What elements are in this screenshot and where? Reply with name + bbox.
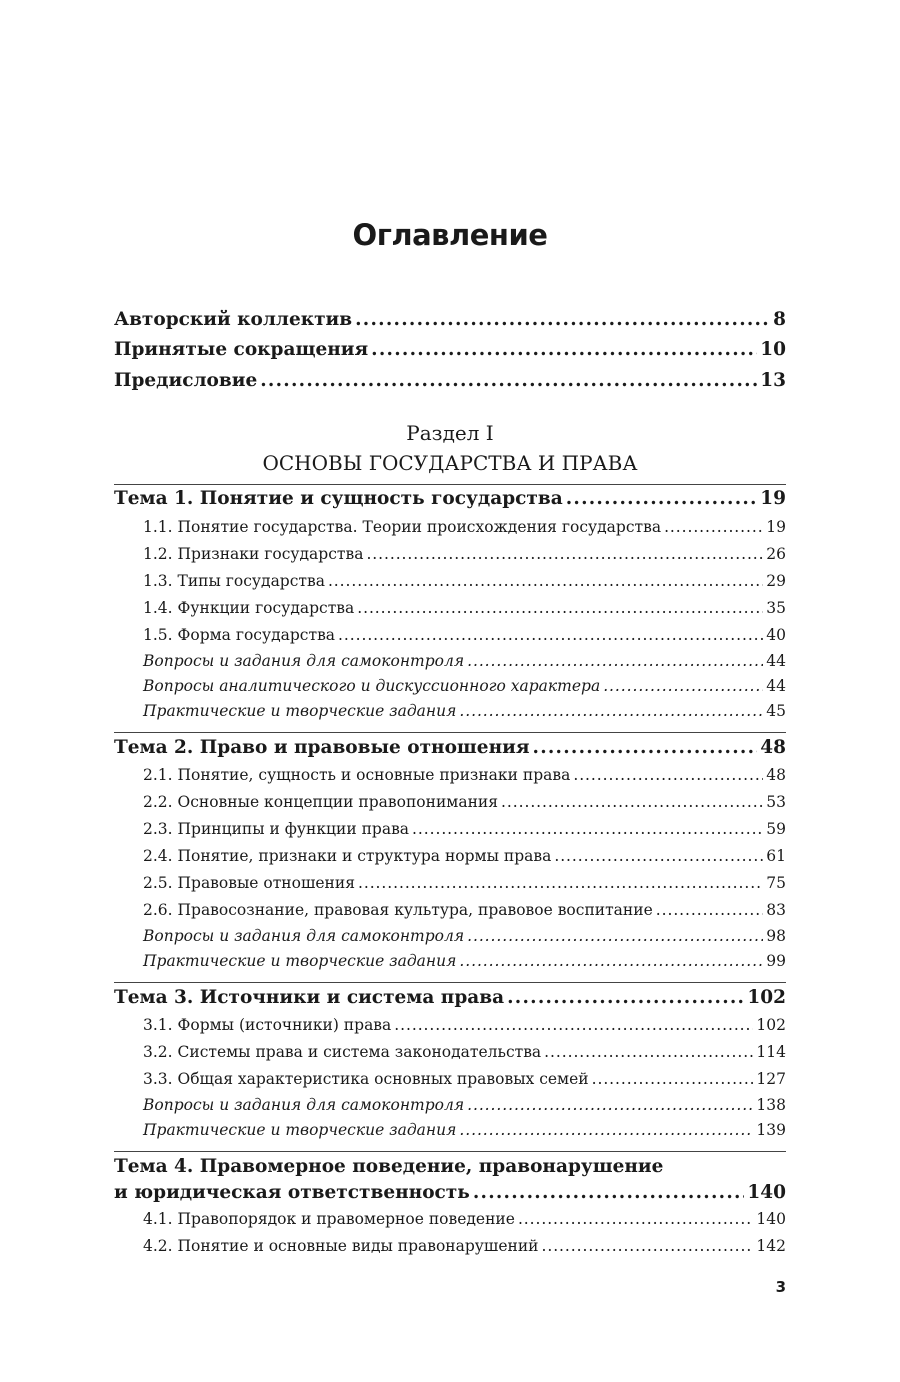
toc-subentry[interactable] xyxy=(143,1043,786,1061)
section-number: Раздел I xyxy=(406,421,494,445)
dot-leader xyxy=(394,1016,753,1034)
toc-subentry[interactable] xyxy=(143,847,786,865)
dot-leader xyxy=(366,545,763,563)
toc-subentry-page: 48 xyxy=(766,766,786,784)
toc-subentry-label: 1.3. Типы государства xyxy=(143,572,325,590)
toc-subentry-questions[interactable] xyxy=(143,927,786,945)
toc-subentry-label: 1.5. Форма государства xyxy=(143,626,336,644)
dot-leader xyxy=(459,702,763,720)
toc-subentry-label: 4.2. Понятие и основные виды правонарушений xyxy=(143,1237,539,1255)
toc-entry-page: 8 xyxy=(773,309,786,330)
toc-subentry-label: 1.1. Понятие государства. Теории происхождения государства xyxy=(143,518,662,536)
toc-entry-label: Авторский коллектив xyxy=(114,309,353,330)
toc-subentry-page: 61 xyxy=(766,847,786,865)
dot-leader xyxy=(518,1210,753,1228)
dot-leader xyxy=(566,488,758,509)
toc-subentry[interactable] xyxy=(143,572,786,590)
toc-subentry-page: 29 xyxy=(766,572,786,590)
toc-subentry[interactable] xyxy=(143,820,786,838)
toc-subentry-label: Вопросы и задания для самоконтроля xyxy=(143,652,465,670)
dot-leader xyxy=(412,820,763,838)
toc-entry-label: Предисловие xyxy=(114,370,258,391)
toc-subentry-label: 3.3. Общая характеристика основных правовых семей xyxy=(143,1070,589,1088)
dot-leader xyxy=(328,572,763,590)
toc-subentry[interactable] xyxy=(143,1016,786,1034)
dot-leader xyxy=(542,1237,754,1255)
dot-leader xyxy=(592,1070,754,1088)
toc-subentry-label: 2.6. Правосознание, правовая культура, правовое воспитание xyxy=(143,901,653,919)
toc-subentry-analytic-questions[interactable] xyxy=(143,677,786,695)
toc-subentry-page: 98 xyxy=(766,927,786,945)
toc-topic-4-title-line1[interactable]: Тема 4. Правомерное поведение, правонарушение xyxy=(114,1156,664,1177)
toc-subentry-page: 99 xyxy=(766,952,786,970)
toc-topic-3[interactable] xyxy=(114,987,786,1008)
toc-subentry-page: 53 xyxy=(766,793,786,811)
dot-leader xyxy=(507,987,744,1008)
dot-leader xyxy=(603,677,763,695)
topic-divider xyxy=(114,732,786,733)
toc-subentry[interactable] xyxy=(143,901,786,919)
dot-leader xyxy=(371,339,757,360)
toc-subentry-questions[interactable] xyxy=(143,1096,786,1114)
toc-entry-preface[interactable] xyxy=(114,370,786,391)
toc-topic-page: 48 xyxy=(760,737,786,758)
toc-subentry-practical-tasks[interactable] xyxy=(143,952,786,970)
toc-subentry[interactable] xyxy=(143,545,786,563)
toc-subentry-questions[interactable] xyxy=(143,652,786,670)
toc-subentry-page: 138 xyxy=(756,1096,786,1114)
toc-subentry[interactable] xyxy=(143,874,786,892)
toc-topic-page: 102 xyxy=(747,987,786,1008)
toc-subentry[interactable] xyxy=(143,626,786,644)
dot-leader xyxy=(467,652,763,670)
toc-subentry-page: 35 xyxy=(766,599,786,617)
toc-topic-label: Тема 2. Право и правовые отношения xyxy=(114,737,530,758)
dot-leader xyxy=(338,626,763,644)
dot-leader xyxy=(355,309,770,330)
toc-subentry-label: Вопросы и задания для самоконтроля xyxy=(143,1096,465,1114)
toc-topic-4[interactable] xyxy=(114,1182,786,1203)
toc-subentry-page: 59 xyxy=(766,820,786,838)
toc-subentry-page: 44 xyxy=(766,652,786,670)
toc-subentry[interactable] xyxy=(143,1070,786,1088)
toc-topic-label: Тема 3. Источники и система права xyxy=(114,987,505,1008)
dot-leader xyxy=(357,599,763,617)
toc-entry-abbreviations[interactable] xyxy=(114,339,786,360)
section-title: ОСНОВЫ ГОСУДАРСТВА И ПРАВА xyxy=(262,451,638,475)
toc-subentry-page: 83 xyxy=(766,901,786,919)
toc-subentry-label: 3.2. Системы права и система законодательства xyxy=(143,1043,542,1061)
toc-subentry[interactable] xyxy=(143,518,786,536)
toc-subentry-label: 2.3. Принципы и функции права xyxy=(143,820,410,838)
dot-leader xyxy=(664,518,763,536)
toc-subentry-label: 3.1. Формы (источники) права xyxy=(143,1016,392,1034)
toc-entry-label: Принятые сокращения xyxy=(114,339,369,360)
toc-subentry-page: 19 xyxy=(766,518,786,536)
topic-divider xyxy=(114,982,786,983)
dot-leader xyxy=(544,1043,753,1061)
toc-subentry-label: 2.5. Правовые отношения xyxy=(143,874,355,892)
toc-subentry-practical-tasks[interactable] xyxy=(143,702,786,720)
toc-topic-2[interactable] xyxy=(114,737,786,758)
toc-entry-page: 10 xyxy=(760,339,786,360)
toc-topic-page: 140 xyxy=(747,1182,786,1203)
toc-subentry-label: Вопросы аналитического и дискуссионного характера xyxy=(143,677,601,695)
toc-subentry-label: Вопросы и задания для самоконтроля xyxy=(143,927,465,945)
dot-leader xyxy=(533,737,758,758)
toc-subentry-page: 127 xyxy=(756,1070,786,1088)
toc-subentry-page: 139 xyxy=(756,1121,786,1139)
topic-divider xyxy=(114,1151,786,1152)
toc-subentry-practical-tasks[interactable] xyxy=(143,1121,786,1139)
toc-subentry-page: 102 xyxy=(756,1016,786,1034)
toc-subentry-label: Практические и творческие задания xyxy=(143,1121,457,1139)
dot-leader xyxy=(554,847,763,865)
dot-leader xyxy=(467,927,763,945)
dot-leader xyxy=(459,1121,753,1139)
topic-divider xyxy=(114,484,786,485)
toc-topic-page: 19 xyxy=(760,488,786,509)
dot-leader xyxy=(467,1096,753,1114)
dot-leader xyxy=(473,1182,745,1203)
toc-subentry-page: 75 xyxy=(766,874,786,892)
toc-subentry[interactable] xyxy=(143,766,786,784)
toc-subentry-page: 40 xyxy=(766,626,786,644)
toc-subentry-label: 4.1. Правопорядок и правомерное поведение xyxy=(143,1210,515,1228)
dot-leader xyxy=(656,901,764,919)
toc-subentry-label: 2.2. Основные концепции правопонимания xyxy=(143,793,499,811)
toc-subentry-page: 44 xyxy=(766,677,786,695)
toc-topic-1[interactable] xyxy=(114,488,786,509)
toc-subentry-label: 1.4. Функции государства xyxy=(143,599,355,617)
dot-leader xyxy=(260,370,757,391)
dot-leader xyxy=(573,766,763,784)
toc-subentry-page: 142 xyxy=(756,1237,786,1255)
toc-subentry-page: 114 xyxy=(756,1043,786,1061)
toc-subentry-label: Практические и творческие задания xyxy=(143,952,457,970)
page-number: 3 xyxy=(775,1278,786,1296)
toc-subentry-label: Практические и творческие задания xyxy=(143,702,457,720)
toc-topic-label: и юридическая ответственность xyxy=(114,1182,470,1203)
toc-subentry[interactable] xyxy=(143,599,786,617)
toc-entry-authors[interactable] xyxy=(114,309,786,330)
toc-subentry-label: 1.2. Признаки государства xyxy=(143,545,364,563)
page-title: Оглавление xyxy=(352,218,548,252)
toc-subentry-label: 2.4. Понятие, признаки и структура нормы права xyxy=(143,847,552,865)
toc-subentry[interactable] xyxy=(143,1237,786,1255)
toc-topic-label: Тема 1. Понятие и сущность государства xyxy=(114,488,563,509)
toc-subentry[interactable] xyxy=(143,793,786,811)
toc-entry-page: 13 xyxy=(760,370,786,391)
toc-subentry-page: 140 xyxy=(756,1210,786,1228)
toc-subentry[interactable] xyxy=(143,1210,786,1228)
dot-leader xyxy=(358,874,763,892)
toc-subentry-label: 2.1. Понятие, сущность и основные признаки права xyxy=(143,766,571,784)
dot-leader xyxy=(501,793,763,811)
dot-leader xyxy=(459,952,763,970)
toc-subentry-page: 26 xyxy=(766,545,786,563)
toc-subentry-page: 45 xyxy=(766,702,786,720)
